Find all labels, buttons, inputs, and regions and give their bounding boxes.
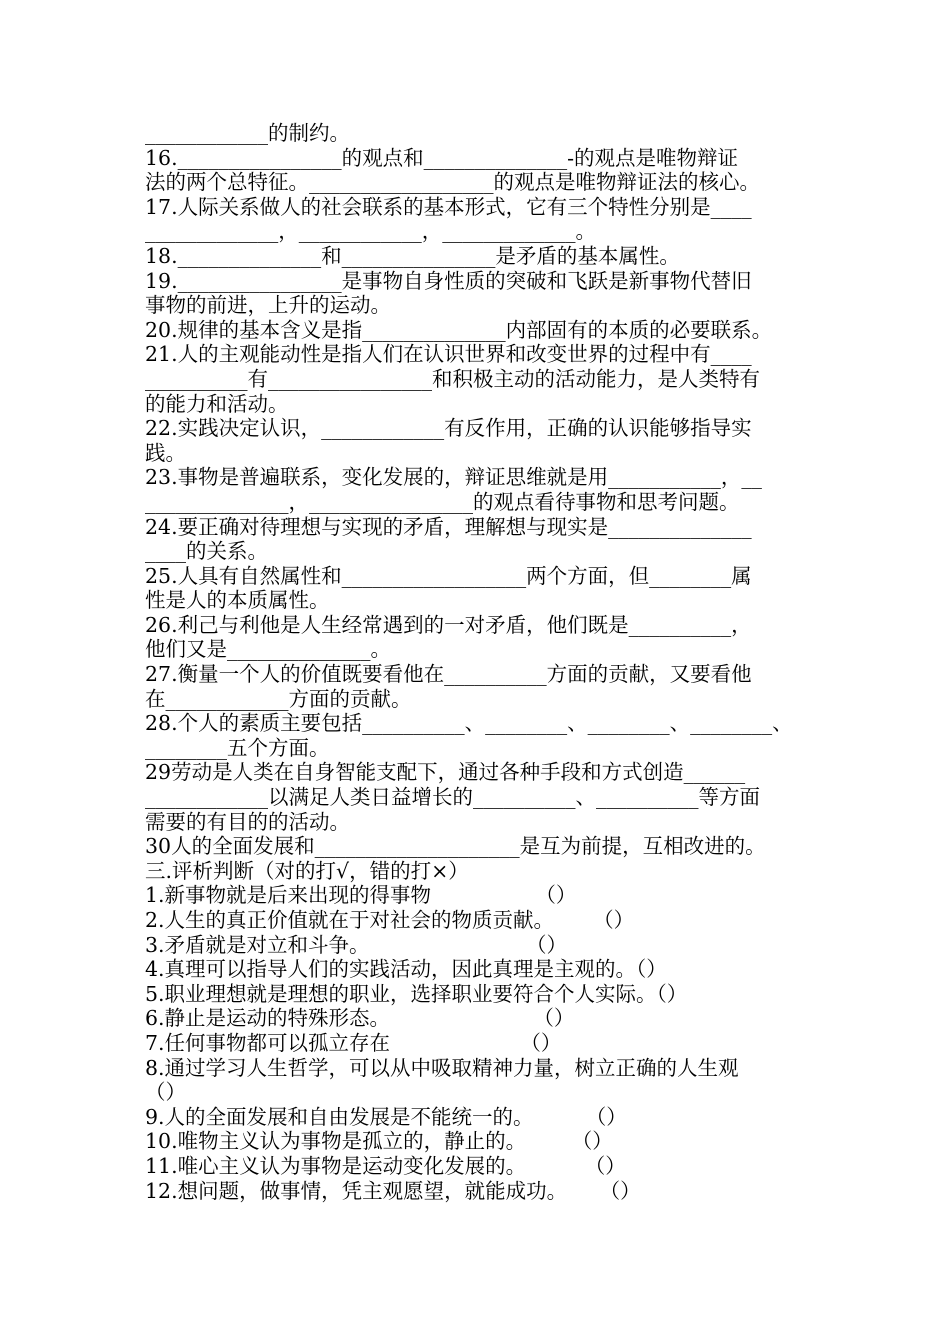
judgment-item: 10.唯物主义认为事物是孤立的，静止的。 （） <box>145 1129 613 1154</box>
text-line: 他们又是______________。 <box>145 637 391 662</box>
judgment-item: （） <box>145 1080 186 1105</box>
text-line: 21.人的主观能动性是指人们在认识世界和改变世界的过程中有____ <box>145 342 752 367</box>
text-line: ______________，________________的观点看待事物和思考问题。 <box>145 489 740 514</box>
document-body <box>145 121 825 1203</box>
judgment-item: 6.静止是运动的特殊形态。 （） <box>145 1006 575 1031</box>
text-line: 17.人际关系做人的社会联系的基本形式，它有三个特性分别是____ <box>145 194 752 219</box>
text-line: 20.规律的基本含义是指______________内部固有的本质的必要联系。 <box>145 317 773 342</box>
text-line: 在____________方面的贡献。 <box>145 686 412 711</box>
text-line: 25.人具有自然属性和__________________两个方面，但________属 <box>145 563 752 588</box>
text-line: 30人的全面发展和____________________是互为前提，互相改进的。 <box>145 834 766 859</box>
text-line: 性是人的本质属性。 <box>145 588 330 613</box>
section-heading: 三.评析判断（对的打√，错的打×） <box>145 858 469 883</box>
text-line: 18.______________和_______________是矛盾的基本属性。 <box>145 243 680 268</box>
text-line: ____________的制约。 <box>145 121 350 145</box>
judgment-item: 5.职业理想就是理想的职业，选择职业要符合个人实际。（） <box>145 981 688 1006</box>
text-line: 的能力和活动。 <box>145 391 289 416</box>
judgment-item: 4.真理可以指导人们的实践活动，因此真理是主观的。（） <box>145 957 667 982</box>
text-line: ____的关系。 <box>145 539 268 564</box>
text-line: 27.衡量一个人的价值既要看他在__________方面的贡献，又要看他 <box>145 662 752 687</box>
judgment-item: 11.唯心主义认为事物是运动变化发展的。 （） <box>145 1153 626 1178</box>
text-line: 22.实践决定认识，____________有反作用，正确的认识能够指导实 <box>145 416 752 441</box>
text-line: __________有________________和积极主动的活动能力，是人类特有 <box>145 366 760 391</box>
judgment-item: 7.任何事物都可以孤立存在 （） <box>145 1030 562 1055</box>
text-line: 需要的有目的的活动。 <box>145 809 350 834</box>
judgment-item: 12.想问题，做事情，凭主观愿望，就能成功。 （） <box>145 1178 641 1203</box>
text-line: _____________，____________，_____________。 <box>145 219 596 244</box>
text-line: 29劳动是人类在自身智能支配下，通过各种手段和方式创造______ <box>145 760 746 785</box>
text-line: 践。 <box>145 440 186 465</box>
judgment-item: 9.人的全面发展和自由发展是不能统一的。 （） <box>145 1104 627 1129</box>
text-line: 16.________________的观点和______________-的观点是唯物辩证 <box>145 145 739 170</box>
judgment-item: 1.新事物就是后来出现的得事物 （） <box>145 883 577 908</box>
text-line: 法的两个总特征。__________________的观点是唯物辩证法的核心。 <box>145 170 760 195</box>
text-line: 28.个人的素质主要包括__________、________、________、________、 <box>145 711 793 736</box>
judgment-item: 3.矛盾就是对立和斗争。 （） <box>145 932 567 957</box>
text-line: ____________以满足人类日益增长的__________、__________等方面 <box>145 785 760 810</box>
text-line: 23.事物是普遍联系，变化发展的，辩证思维就是用___________，__ <box>145 465 762 490</box>
text-line: 24.要正确对待理想与实现的矛盾，理解想与现实是______________ <box>145 514 752 539</box>
text-line: ________五个方面。 <box>145 735 330 760</box>
text-line: 26.利己与利他是人生经常遇到的一对矛盾，他们既是__________， <box>145 612 752 637</box>
judgment-item: 8.通过学习人生哲学，可以从中吸取精神力量，树立正确的人生观 <box>145 1055 739 1080</box>
text-line: 事物的前进，上升的运动。 <box>145 293 391 318</box>
text-line: 19.________________是事物自身性质的突破和飞跃是新事物代替旧 <box>145 268 752 293</box>
judgment-item: 2.人生的真正价值就在于对社会的物质贡献。 （） <box>145 908 635 932</box>
